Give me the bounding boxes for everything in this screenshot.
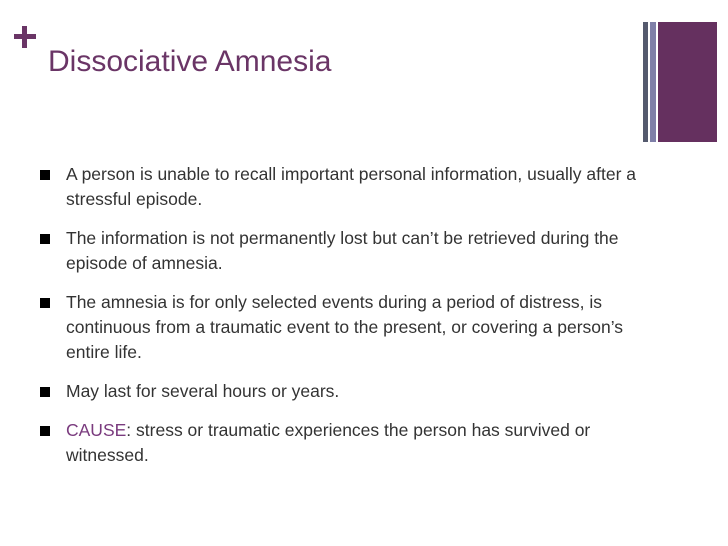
bullet-item <box>40 226 670 276</box>
bullet-text: The amnesia is for only selected events during a period of distress, is continuous from a traumatic event to the present, or covering a person’s entire life. <box>66 292 624 362</box>
plus-icon <box>14 26 36 48</box>
square-bullet-icon <box>40 170 50 180</box>
bullet-item <box>40 418 670 468</box>
cause-highlight: CAUSE <box>66 420 127 440</box>
square-bullet-icon <box>40 387 50 397</box>
thick-bar <box>658 22 717 142</box>
bullet-text: A person is unable to recall important personal information, usually after a stressful episode. <box>66 164 637 209</box>
square-bullet-icon <box>40 298 50 308</box>
bullet-text: : stress or traumatic experiences the person has survived or witnessed. <box>66 420 591 465</box>
square-bullet-icon <box>40 426 50 436</box>
decorative-side-bars <box>643 22 717 142</box>
bullet-item <box>40 379 670 404</box>
bullet-list <box>40 162 670 482</box>
bullet-item <box>40 290 670 365</box>
bullet-item <box>40 162 670 212</box>
bullet-text: The information is not permanently lost but can’t be retrieved during the episode of amnesia. <box>66 228 619 273</box>
slide-title: Dissociative Amnesia <box>48 45 332 78</box>
bullet-text: May last for several hours or years. <box>66 381 340 401</box>
square-bullet-icon <box>40 234 50 244</box>
